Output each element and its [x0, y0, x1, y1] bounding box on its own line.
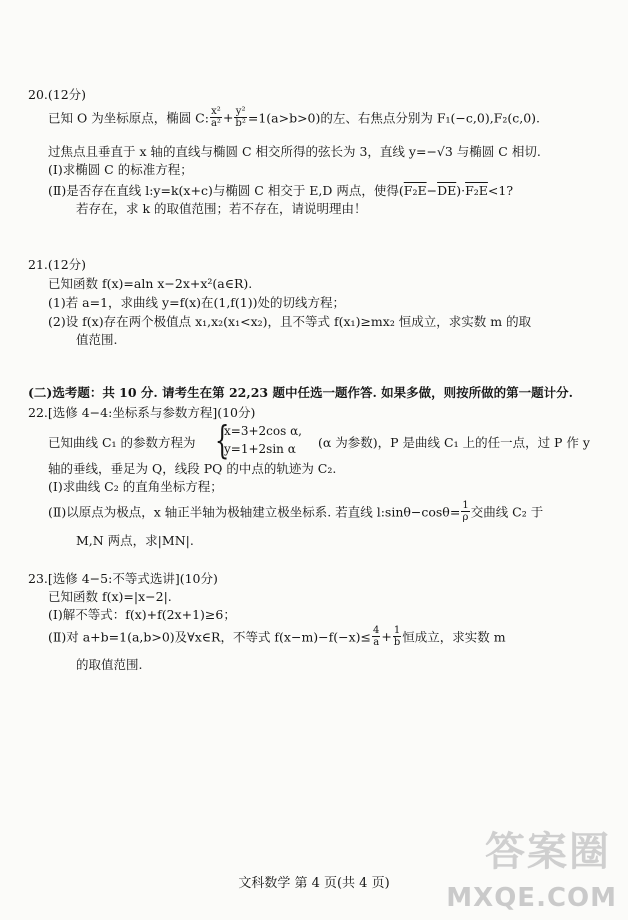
q20-line1-b: =1(a>b>0)的左、右焦点分别为 F₁(−c,0),F₂(c,0). — [247, 110, 541, 126]
q20-line1-a: 已知 O 为坐标原点，椭圆 C: — [48, 110, 209, 126]
left-brace: { — [214, 418, 230, 462]
vector-f2e-2: F₂E — [465, 183, 488, 198]
q23-frac-a: $\frac{4}{a}$ — [373, 625, 380, 648]
q20-frac-y: $\frac{\text{y²}}{\text{b²}}$ — [235, 106, 246, 129]
q21-part2: (2)设 f(x)存在两个极值点 x₁,x₂(x₁<x₂)，且不等式 f(x₁)≥mx₂ 恒成立，求实数 m 的取 — [48, 314, 532, 329]
q22-number: 22.[选修 4−4:坐标系与参数方程](10分) — [28, 405, 256, 420]
q23-line1: 已知函数 f(x)=|x−2|. — [48, 589, 172, 604]
q22-parametric: 已知曲线 C₁ 的参数方程为 { x=3+2cos α, y=1+2sin α (α 为参数)，P 是曲线 C₁ 上的任一点，过 P 作 y — [48, 418, 590, 462]
vector-de: $\overline{DE}$ — [437, 183, 457, 198]
q22-part2-cont: M,N 两点，求|MN|. — [76, 533, 194, 548]
page-footer: 文科数学 第 4 页(共 4 页) — [238, 876, 390, 891]
q23-part2: (Ⅱ)对 a+b=1(a,b>0)及∀x∈R，不等式 f(x−m)−f(−x)≤ $\frac{4}{a}$ + $\frac{1}{b}$ 恒成立，求实数 m — [48, 625, 506, 648]
q23-frac-b: $\frac{1}{b}$ — [393, 625, 401, 648]
section-heading: (二)选考题：共 10 分. 请考生在第 22,23 题中任选一题作答. 如果多做，则按所做的第一题计分. — [28, 385, 574, 400]
q20-frac-x: $\frac{\text{x²}}{\text{a²}}$ — [210, 106, 221, 129]
vector-f2e: F₂E — [403, 183, 427, 198]
watermark-logo: 答案圈 — [485, 829, 611, 875]
q21-part1: (1)若 a=1，求曲线 y=f(x)在(1,f(1))处的切线方程； — [48, 295, 346, 310]
watermark — [440, 820, 625, 915]
q20-line2: 过焦点且垂直于 x 轴的直线与椭圆 C 相交所得的弦长为 3，直线 y=−√3 与椭圆 C 相切. — [48, 144, 541, 159]
q22-part2: (Ⅱ)以原点为极点，x 轴正半轴为极轴建立极坐标系. 若直线 l:sinθ−cosθ= $\frac{1}{\rho}$ 交曲线 C₂ 于 — [48, 500, 544, 523]
q21-part2-cont: 值范围. — [76, 332, 118, 347]
watermark-url: MXQE.COM — [446, 883, 617, 913]
q20-line1: 已知 O 为坐标原点，椭圆 C: $\frac{\text{x²}}{\text{a²}}$ + $\frac{\text{y²}}{\text{b²}}$ =1(a>b>0)的左、右焦点分别为 F₁(−c,0),F₂(c,0). — [48, 106, 541, 129]
q21-line1: 已知函数 f(x)=aln x−2x+x²(a∈R). — [48, 276, 253, 291]
q23-number: 23.[选修 4−5:不等式选讲](10分) — [28, 571, 218, 586]
q21-number: 21.(12分) — [28, 257, 87, 272]
q20-number: 20.(12分) — [28, 87, 87, 102]
q23-part2-cont: 的取值范围. — [76, 657, 143, 672]
q20-part2: (Ⅱ)是否存在直线 l:y=k(x+c)与椭圆 C 相交于 E,D 两点，使得$(F_2E-\overline{DE})\cdot F_2E<1$? — [48, 183, 514, 198]
q23-part1: (Ⅰ)解不等式：f(x)+f(2x+1)≥6； — [48, 607, 236, 622]
q22-frac: $\frac{1}{\rho}$ — [462, 500, 469, 523]
q22-line2: 轴的垂线，垂足为 Q，线段 PQ 的中点的轨迹为 C₂. — [48, 461, 337, 476]
q20-part1: (Ⅰ)求椭圆 C 的标准方程； — [48, 162, 193, 177]
q22-part1: (Ⅰ)求曲线 C₂ 的直角坐标方程； — [48, 479, 223, 494]
q20-part2-cont: 若存在，求 k 的取值范围；若不存在，请说明理由！ — [76, 201, 367, 216]
